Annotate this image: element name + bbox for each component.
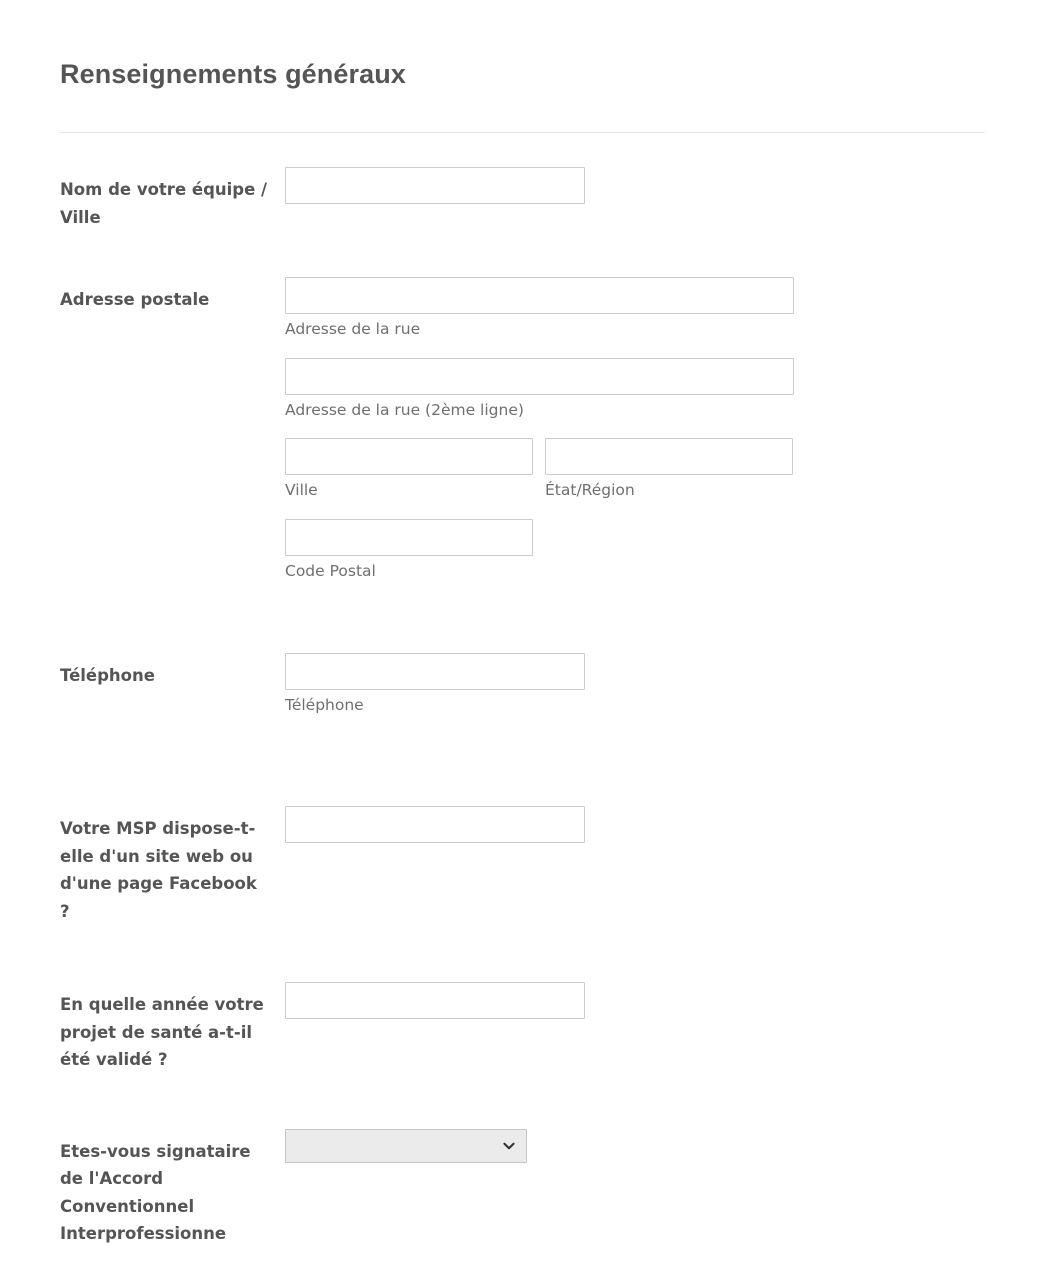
address-street-sublabel: Adresse de la rue [285,320,421,339]
field-control-team-name [285,167,984,204]
address-state-input[interactable] [545,438,793,475]
address-city-group [285,438,533,518]
address-street-input[interactable] [285,277,794,314]
address-street2-group [285,358,984,420]
address-state-group [545,438,793,518]
address-zip-group [285,519,984,581]
page-title: Renseignements généraux [60,59,406,89]
website-input[interactable] [285,806,585,843]
phone-input[interactable] [285,653,585,690]
field-postal-address [60,277,984,599]
field-control-phone [285,653,984,733]
form-fields [0,167,1044,1247]
field-label-phone: Téléphone [60,665,155,685]
header-divider [60,132,985,133]
address-city-input[interactable] [285,438,533,475]
team-name-input[interactable] [285,167,585,204]
field-acip-signatory [60,1129,984,1248]
address-state-sublabel: État/Région [545,481,635,500]
address-zip-sublabel: Code Postal [285,561,376,580]
field-control-postal-address [285,277,984,599]
field-validation-year [60,982,984,1074]
acip-select-wrap [285,1129,527,1163]
address-street-group [285,277,984,339]
validation-year-input[interactable] [285,982,585,1019]
field-control-website [285,806,984,843]
field-label-validation-year: En quelle année votre projet de santé a-t-il été validé ? [60,995,264,1070]
acip-signatory-select[interactable] [285,1129,527,1163]
field-control-validation-year [285,982,984,1019]
field-label-team-name: Nom de votre équipe / Ville [60,180,268,227]
field-label-acip-signatory: Etes-vous signataire de l'Accord Conventionnel Interprofessionne [60,1141,251,1244]
field-control-acip-signatory [285,1129,984,1163]
field-phone [60,653,984,733]
field-website [60,806,984,925]
address-street2-input[interactable] [285,358,794,395]
field-label-postal-address: Adresse postale [60,290,210,310]
field-team-name [60,167,984,231]
form-header [0,0,1044,90]
address-city-state-row [285,438,984,518]
address-street2-sublabel: Adresse de la rue (2ème ligne) [285,400,524,419]
address-city-sublabel: Ville [285,481,318,500]
address-zip-input[interactable] [285,519,533,556]
field-label-website: Votre MSP dispose-t-elle d'un site web ou d'une page Facebook ? [60,819,257,921]
phone-sublabel: Téléphone [285,695,364,714]
